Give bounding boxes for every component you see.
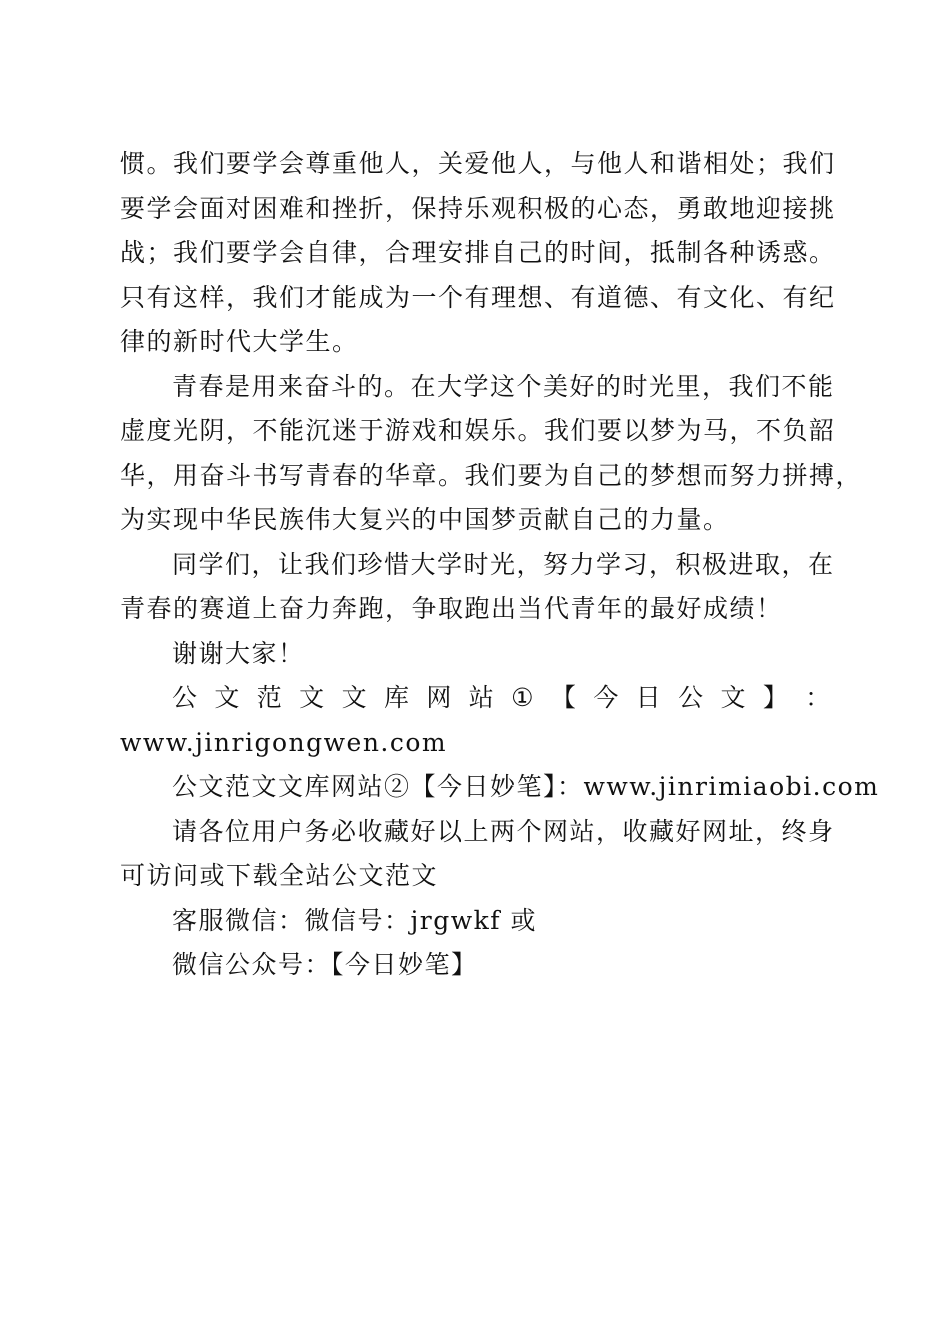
text-line: 可访问或下载全站公文范文 xyxy=(120,861,439,890)
site1-char: 网 xyxy=(426,683,453,712)
site1-block xyxy=(120,676,832,765)
text-line: 只有这样，我们才能成为一个有理想、有道德、有文化、有纪 xyxy=(120,282,836,312)
text-line: 请各位用户务必收藏好以上两个网站，收藏好网址，终身 xyxy=(172,816,835,846)
site1-char: 公 xyxy=(678,683,705,712)
site1-char: ① xyxy=(511,683,536,712)
text-line: 要学会面对困难和挫折，保持乐观积极的心态，勇敢地迎接挑 xyxy=(120,193,836,223)
site1-char: 范 xyxy=(256,683,284,712)
text-line: 华，用奋斗书写青春的华章。我们要为自己的梦想而努力拼搏， xyxy=(120,460,863,490)
site1-char: 文 xyxy=(214,683,241,712)
site1-char: 文 xyxy=(341,683,369,712)
text-line: 谢谢大家！ xyxy=(172,638,305,668)
document-page xyxy=(120,142,880,988)
site1-char: 】 xyxy=(762,683,790,712)
paragraph-thanks xyxy=(120,632,832,677)
site1-char: 公 xyxy=(172,683,199,712)
site1-char: 库 xyxy=(383,683,411,712)
service-wechat-block xyxy=(120,899,832,944)
text-line: 为实现中华民族伟大复兴的中国梦贡献自己的力量。 xyxy=(120,505,730,534)
site1-char: 今 xyxy=(593,683,620,712)
site1-char: 站 xyxy=(468,683,496,712)
site1-char: 文 xyxy=(720,683,747,712)
paragraph-youth-struggle xyxy=(120,365,863,543)
site1-label xyxy=(120,676,832,721)
paragraph-call-to-action xyxy=(120,543,835,632)
official-account-block xyxy=(120,943,832,988)
official-account-line: 微信公众号：【今日妙笔】 xyxy=(172,950,478,979)
text-line: 虚度光阴，不能沉迷于游戏和娱乐。我们要以梦为马，不负韶 xyxy=(120,416,836,445)
text-line: 青春的赛道上奋力奔跑，争取跑出当代青年的最好成绩！ xyxy=(120,594,783,623)
text-line: 律的新时代大学生。 xyxy=(120,327,359,356)
site1-char: 文 xyxy=(299,683,326,712)
text-line: 青春是用来奋斗的。在大学这个美好的时光里，我们不能 xyxy=(172,371,835,401)
text-line: 同学们，让我们珍惜大学时光，努力学习，积极进取，在 xyxy=(172,549,835,579)
service-wechat-line: 客服微信：微信号：jrgwkf 或 xyxy=(172,905,537,935)
text-line: 惯。我们要学会尊重他人，关爱他人，与他人和谐相处；我们 xyxy=(120,149,836,178)
site1-char: ： xyxy=(805,683,832,712)
notice-block xyxy=(120,810,835,899)
site2-line[interactable]: 公文范文文库网站②【今日妙笔】：www.jinrimiaobi.com xyxy=(172,772,880,801)
site1-url[interactable]: www.jinrigongwen.com xyxy=(120,727,448,757)
site1-char: 【 xyxy=(550,683,578,712)
text-line: 战；我们要学会自律，合理安排自己的时间，抵制各种诱惑。 xyxy=(120,238,836,267)
site1-char: 日 xyxy=(635,683,663,712)
site2-block xyxy=(120,765,880,810)
paragraph-self-discipline xyxy=(120,142,836,365)
